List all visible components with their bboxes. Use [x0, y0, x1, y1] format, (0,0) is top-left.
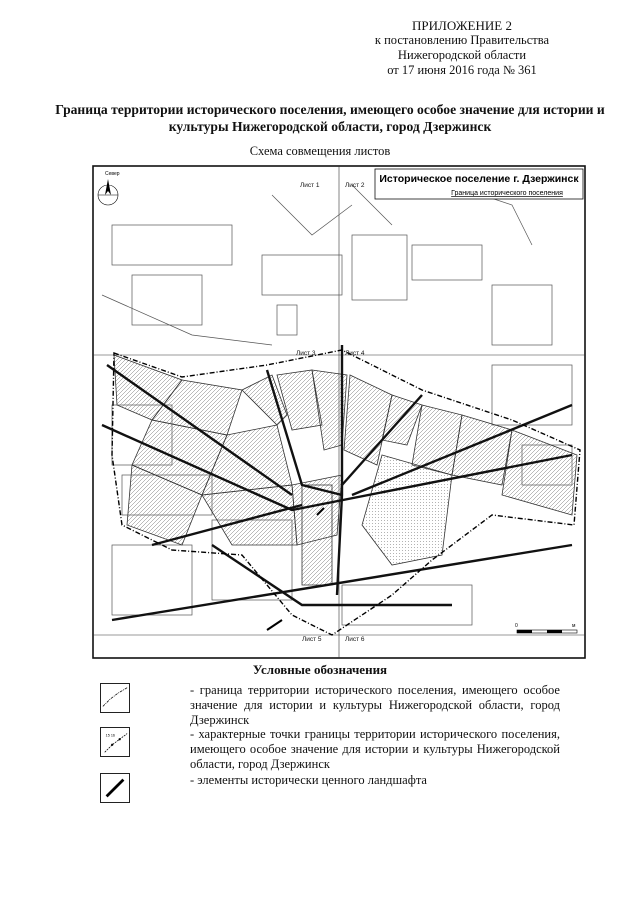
north-label: Север	[105, 171, 120, 177]
scale-start: 0	[515, 623, 518, 629]
appendix-number: ПРИЛОЖЕНИЕ 2	[412, 18, 512, 33]
sheet-label-5: Лист 5	[302, 636, 322, 643]
sheet-label-4: Лист 4	[345, 350, 365, 357]
boundary-line-icon	[100, 683, 130, 713]
map-subheading: Граница исторического поселения	[451, 190, 563, 197]
map-heading: Историческое поселение г. Дзержинск	[379, 173, 579, 185]
appendix-line-1: к постановлению Правительства	[374, 33, 550, 47]
title-line-1: Граница территории исторического поселения, имеющего особое значение для истории и	[55, 102, 605, 117]
legend-text-boundary: - граница территории исторического поселения, имеющего особое значение для истории и культуры Нижегородской области, город Дзержинск	[190, 683, 560, 727]
legend-text-landscape: - элементы исторически ценного ландшафта	[190, 773, 427, 787]
sheet-label-2: Лист 2	[345, 182, 365, 189]
document-title	[40, 101, 620, 135]
legend-title: Условные обозначения	[252, 662, 388, 677]
sheet-label-1: Лист 1	[300, 182, 320, 189]
title-line-2: культуры Нижегородской области, город Дзержинск	[168, 119, 492, 134]
appendix-line-3: от 17 июня 2016 года № 361	[387, 63, 537, 77]
scale-end: м	[572, 623, 576, 629]
map-drawing	[92, 165, 586, 659]
map-subtitle: Схема совмещения листов	[249, 144, 391, 158]
settlement-map	[92, 165, 586, 659]
map-heading-box	[375, 169, 583, 199]
boundary-points-icon	[100, 727, 130, 757]
appendix-header	[352, 18, 572, 78]
landscape-element-icon	[100, 773, 130, 803]
svg-text:15 16: 15 16	[105, 733, 115, 738]
legend-text-points: - характерные точки границы территории исторического поселения, имеющего особое значение для истории и культуры Нижегородской области, город Дзержинск	[190, 727, 560, 771]
appendix-line-2: Нижегородской области	[397, 48, 527, 62]
sheet-label-3: Лист 3	[296, 350, 316, 357]
sheet-label-6: Лист 6	[345, 636, 365, 643]
